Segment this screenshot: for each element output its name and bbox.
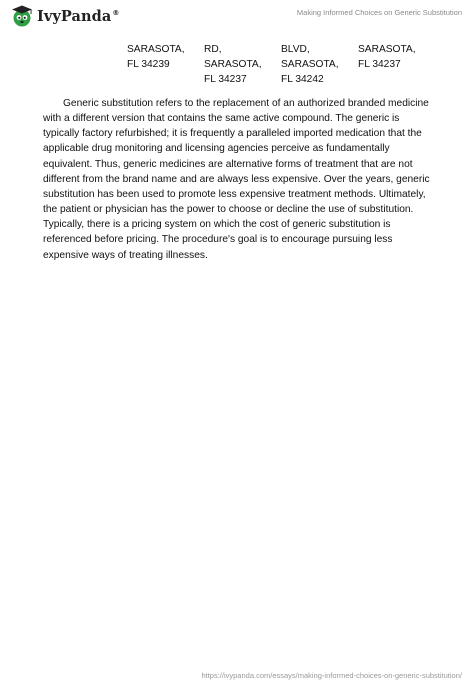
page-header (0, 0, 474, 36)
registered-mark: ® (112, 8, 120, 17)
document-title: Making Informed Choices on Generic Substitution (296, 8, 462, 17)
address-cell: RD, SARASOTA, FL 34237 (204, 44, 262, 85)
ivypanda-logo[interactable] (10, 4, 120, 28)
graduation-cap-panda-icon (10, 4, 34, 28)
address-cell: BLVD, SARASOTA, FL 34242 (281, 44, 339, 85)
brand-label: IvyPanda (37, 7, 112, 25)
address-table-row (127, 42, 435, 87)
body-paragraph: Generic substitution refers to the replacement of an authorized branded medicine with a different version that contains the same active compound. The generic is typically factory refurbished; it is frequently a paralleled imported medication that the applicable drug monitoring and licensing agencies perceive as fundamentally equivalent. Thus, generic medicines are alternative forms of treatment that are not different from the brand name and are always less expensive. Over the years, generic substitution has been used to promote less expensive treatment methods. Ultimately, the patient or physician has the power to choose or decline the use of substitution. Typically, there is a pricing system on which the cost of generic substitution is referenced before pricing. The procedure's goal is to encourage pursuing less expensive ways of treating illnesses. (43, 98, 430, 261)
brand-name (37, 8, 120, 25)
source-url-link[interactable]: https://ivypanda.com/essays/making-informed-choices-on-generic-substitution/ (201, 671, 462, 680)
address-cell: SARASOTA, FL 34237 (358, 44, 416, 70)
address-cell: SARASOTA, FL 34239 (127, 44, 185, 70)
